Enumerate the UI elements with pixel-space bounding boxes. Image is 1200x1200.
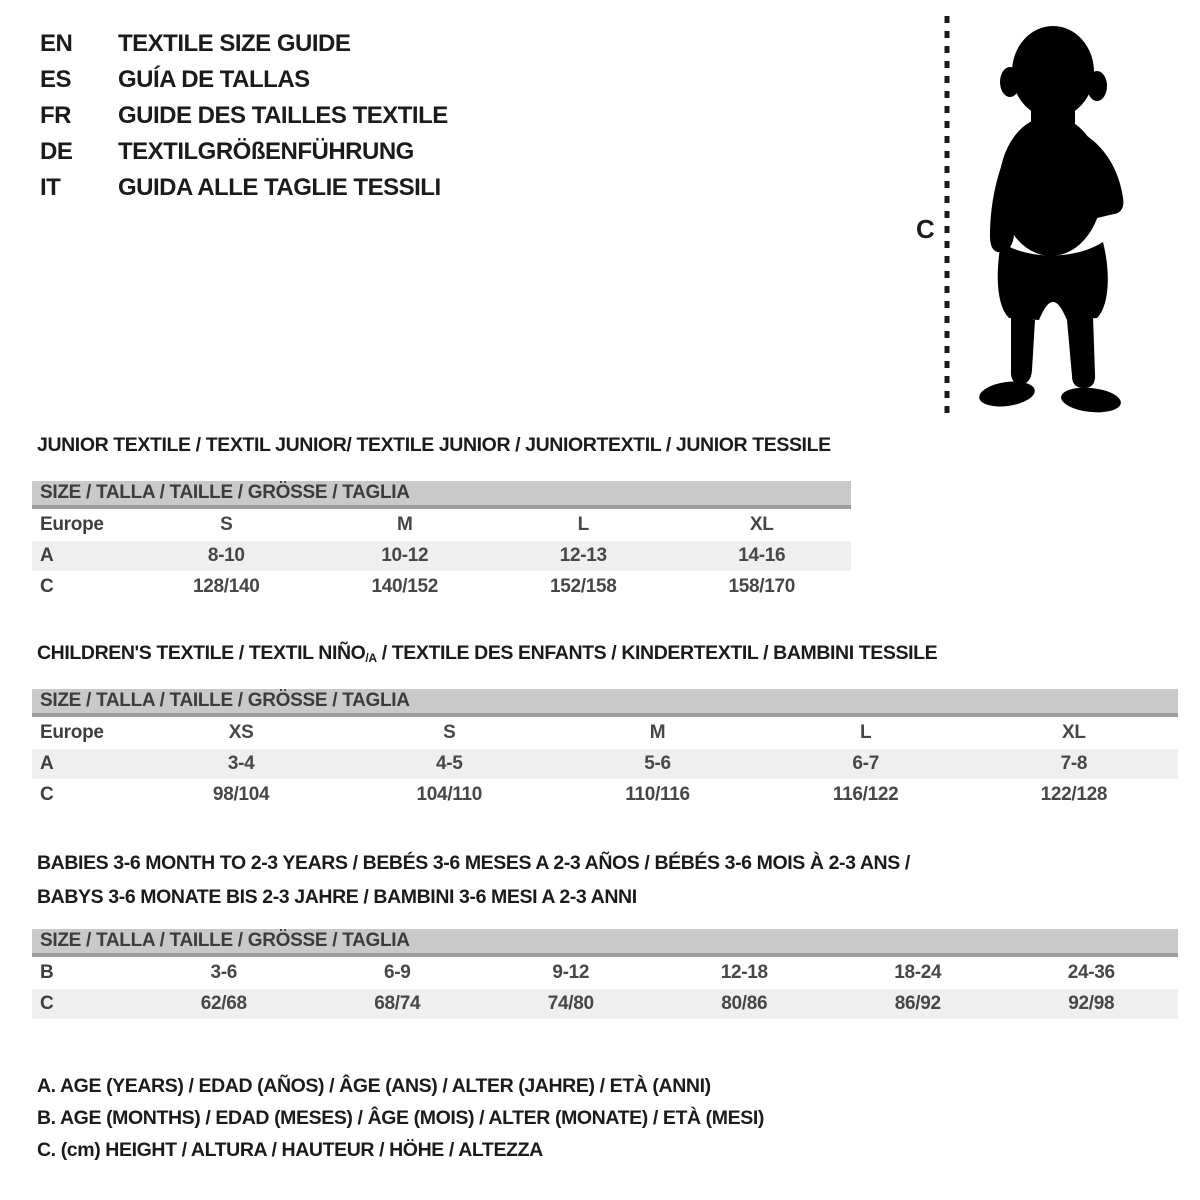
lang-code: IT [40, 174, 61, 201]
table-row [32, 957, 1178, 989]
table-cell: S [220, 514, 233, 535]
lang-label: GUIDE DES TAILLES TEXTILE [118, 102, 448, 129]
babies-section-heading [37, 846, 910, 914]
legend-line-b: B. AGE (MONTHS) / EDAD (MESES) / ÂGE (MOIS) / ALTER (MONATE) / ETÀ (MESI) [37, 1107, 764, 1129]
table-cell: 158/170 [728, 576, 796, 597]
table-cell: 9-12 [552, 962, 590, 983]
children-size-header-bar: SIZE / TALLA / TAILLE / GRÖSSE / TAGLIA [32, 689, 1178, 717]
table-cell: L [860, 722, 872, 743]
table-cell: C [40, 576, 54, 597]
table-cell: 3-4 [227, 753, 255, 774]
table-cell: M [396, 514, 413, 535]
table-cell: 8-10 [207, 545, 245, 566]
table-cell: 14-16 [738, 545, 786, 566]
lang-label: TEXTILE SIZE GUIDE [118, 30, 351, 57]
table-cell: XS [228, 722, 254, 743]
heading-text: / TEXTILE DES ENFANTS / KINDERTEXTIL / BAMBINI TESSILE [376, 642, 938, 664]
table-cell: 86/92 [894, 993, 941, 1014]
table-cell: A [40, 753, 54, 774]
children-size-table [32, 717, 1178, 811]
table-cell: S [443, 722, 456, 743]
table-cell: 152/158 [549, 576, 617, 597]
table-row [32, 509, 851, 541]
table-cell: 110/116 [625, 784, 690, 805]
height-measure-dashed-line [944, 14, 950, 422]
lang-row-it [40, 170, 448, 206]
babies-size-header-bar: SIZE / TALLA / TAILLE / GRÖSSE / TAGLIA [32, 929, 1178, 957]
table-cell: Europe [40, 722, 104, 743]
table-row [32, 571, 851, 603]
table-cell: 128/140 [192, 576, 260, 597]
table-cell: Europe [40, 514, 104, 535]
table-cell: 6-9 [383, 962, 411, 983]
children-section-heading [37, 642, 937, 665]
lang-code: ES [40, 66, 72, 93]
lang-code: FR [40, 102, 71, 129]
table-cell: XL [749, 514, 774, 535]
table-cell: M [649, 722, 666, 743]
lang-label: GUIDA ALLE TAGLIE TESSILI [118, 174, 441, 201]
table-cell: 74/80 [547, 993, 594, 1014]
height-measure-label: C [916, 214, 935, 244]
table-cell: 140/152 [371, 576, 439, 597]
junior-size-header-bar: SIZE / TALLA / TAILLE / GRÖSSE / TAGLIA [32, 481, 851, 509]
table-cell: 5-6 [644, 753, 671, 774]
table-cell: XL [1062, 722, 1086, 743]
table-cell: 24-36 [1067, 962, 1115, 983]
lang-row-es [40, 62, 448, 98]
table-cell: 68/74 [374, 993, 421, 1014]
table-cell: B [40, 962, 54, 983]
table-cell: 12-13 [559, 545, 607, 566]
table-cell: 6-7 [852, 753, 879, 774]
junior-section-heading: JUNIOR TEXTILE / TEXTIL JUNIOR/ TEXTILE JUNIOR / JUNIORTEXTIL / JUNIOR TESSILE [37, 434, 831, 456]
table-cell: 104/110 [416, 784, 483, 805]
table-cell: 12-18 [720, 962, 768, 983]
lang-code: DE [40, 138, 73, 165]
lang-label: GUÍA DE TALLAS [118, 66, 310, 93]
lang-row-de [40, 134, 448, 170]
table-cell: 98/104 [212, 784, 270, 805]
table-cell: L [577, 514, 589, 535]
babies-size-table [32, 957, 1178, 1019]
table-cell: 7-8 [1060, 753, 1088, 774]
legend-line-a: A. AGE (YEARS) / EDAD (AÑOS) / ÂGE (ANS) / ALTER (JAHRE) / ETÀ (ANNI) [37, 1075, 711, 1097]
lang-code: EN [40, 30, 73, 57]
table-row [32, 749, 1178, 779]
lang-label: TEXTILGRÖßENFÜHRUNG [118, 138, 414, 165]
toddler-silhouette-icon [963, 14, 1141, 418]
table-row [32, 717, 1178, 749]
table-row [32, 989, 1178, 1019]
lang-row-en [40, 26, 448, 62]
table-cell: C [40, 993, 54, 1014]
table-cell: 10-12 [381, 545, 429, 566]
table-row [32, 779, 1178, 811]
legend-line-c: C. (cm) HEIGHT / ALTURA / HAUTEUR / HÖHE / ALTEZZA [37, 1139, 543, 1161]
table-cell: 116/122 [832, 784, 899, 805]
table-cell: 80/86 [721, 993, 768, 1014]
table-cell: 4-5 [436, 753, 463, 774]
heading-subscript: /A [365, 651, 377, 665]
table-cell: 18-24 [894, 962, 942, 983]
lang-row-fr [40, 98, 448, 134]
babies-heading-line2: BABYS 3-6 MONATE BIS 2-3 JAHRE / BAMBINI 3-6 MESI A 2-3 ANNI [37, 886, 637, 908]
table-cell: 122/128 [1040, 784, 1108, 805]
junior-size-table [32, 509, 851, 603]
table-cell: 92/98 [1068, 993, 1115, 1014]
table-cell: 3-6 [210, 962, 238, 983]
language-list [40, 26, 448, 206]
table-cell: A [40, 545, 54, 566]
measurement-legend [37, 1070, 764, 1166]
table-row [32, 541, 851, 571]
heading-text: CHILDREN'S TEXTILE / TEXTIL NIÑO [37, 642, 366, 664]
table-cell: C [40, 784, 54, 805]
table-cell: 62/68 [200, 993, 247, 1014]
babies-heading-line1: BABIES 3-6 MONTH TO 2-3 YEARS / BEBÉS 3-6 MESES A 2-3 AÑOS / BÉBÉS 3-6 MOIS À 2-3 ANS / [37, 852, 910, 874]
